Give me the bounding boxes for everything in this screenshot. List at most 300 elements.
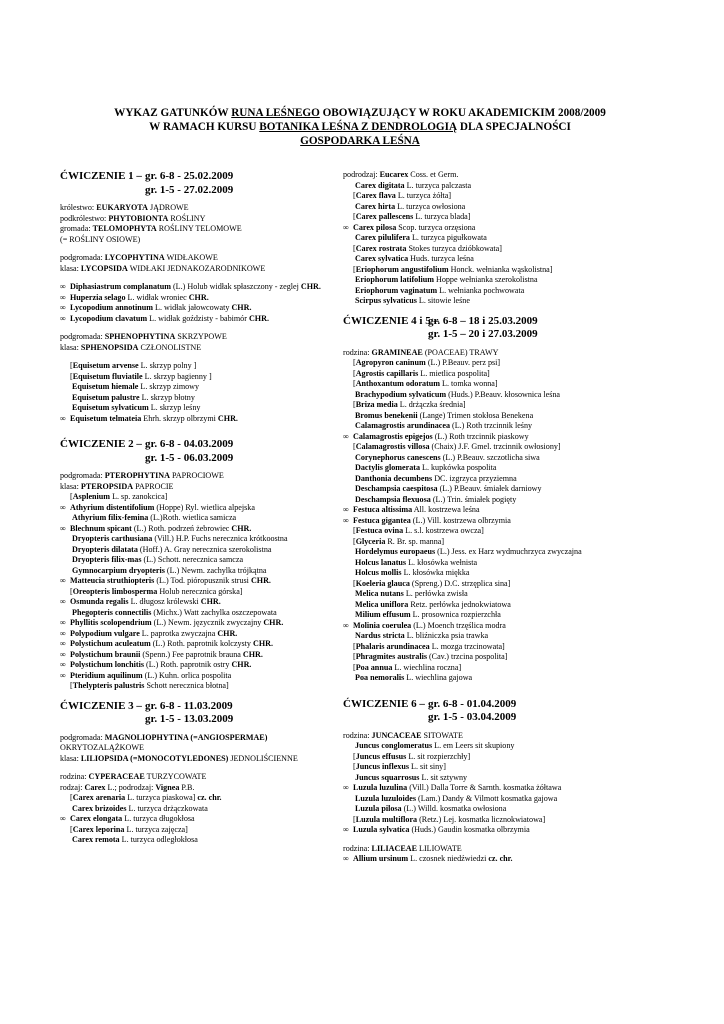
description: (Michx.) Watt zachylka oszczepowata — [151, 607, 277, 617]
taxon-name: EUKARYOTA — [96, 203, 148, 212]
species-entry — [343, 265, 665, 276]
description: (L.) Newm. zachylka trójkątna — [164, 565, 267, 575]
taxon-rank — [343, 348, 665, 359]
description: L. turzyca drżączkowata — [126, 803, 208, 813]
description: TURZYCOWATE — [144, 772, 207, 781]
description: Honck. wełnianka wąskolistna] — [448, 264, 553, 274]
species-entry — [343, 505, 665, 516]
species-entry — [60, 618, 338, 629]
species-entry — [343, 589, 665, 600]
protection-status: CHR. — [253, 639, 274, 648]
description: PAPROCIOWE — [169, 471, 224, 480]
description: L. turzyca pigułkowata — [409, 233, 487, 242]
species-name: Luzula multiflora — [355, 814, 418, 824]
species-entry — [60, 639, 338, 650]
species-entry — [343, 773, 665, 784]
protection-status: CHR. — [250, 576, 271, 585]
rank-label: rodzina: — [343, 843, 372, 853]
description: (L.) Trin. śmiałek pogięty — [430, 494, 517, 504]
protected-marker: ∞ — [343, 505, 349, 514]
taxon-rank — [60, 743, 338, 754]
protected-marker: ∞ — [343, 515, 349, 525]
species-entry — [60, 555, 338, 566]
protected-marker: ∞ — [60, 282, 66, 291]
rank-label: rodzaj: — [60, 782, 85, 792]
description: JĄDROWE — [147, 203, 189, 212]
species-entry — [60, 414, 338, 425]
species-entry — [60, 681, 338, 692]
species-entry — [343, 825, 665, 836]
description: (Spreng.) D.C. strzęplica sina] — [409, 578, 511, 588]
description: L. widłak wroniec — [125, 292, 189, 302]
taxon-rank — [60, 214, 338, 225]
description: L. skrzyp błotny — [139, 392, 195, 402]
species-name: Equisetum hiemale — [72, 382, 139, 391]
description: (L.) Kuhn. orlica pospolita — [142, 670, 232, 680]
species-name: Carex arenaria — [72, 793, 126, 802]
description: L. mozga trzcinowata] — [429, 641, 505, 651]
protected-marker: ∞ — [343, 620, 349, 630]
taxon-rank — [60, 253, 338, 264]
species-name: Equisetum arvense — [72, 361, 139, 370]
species-entry — [343, 369, 665, 380]
species-name: Melica nutans — [355, 589, 404, 598]
description: L. skrzyp polny ] — [138, 361, 197, 370]
section-date: gr. 6-8 - 01.04.2009 — [428, 697, 517, 710]
description: SITOWATE — [421, 730, 463, 740]
species-entry — [343, 212, 665, 223]
description: L. turzyca odległokłosa — [119, 835, 198, 844]
species-name: Athyrium filix-femina — [72, 513, 149, 522]
spacer — [60, 274, 338, 282]
species-entry — [343, 804, 665, 815]
description: (Huds.) Gaudin kosmatka olbrzymia — [409, 825, 530, 834]
species-entry — [60, 534, 338, 545]
protected-marker: ∞ — [60, 303, 66, 312]
description: L.; podrodzaj: — [105, 782, 156, 792]
species-entry — [343, 579, 665, 590]
section-heading — [60, 438, 338, 465]
species-entry — [60, 282, 338, 293]
species-entry — [60, 513, 338, 524]
species-name: Festuca ovina — [355, 526, 404, 535]
species-entry — [60, 587, 338, 598]
species-name: Asplenium — [72, 492, 111, 501]
description: L. widłak jałowcowaty — [153, 303, 232, 312]
species-name: Polystichum aculeatum — [70, 639, 151, 648]
species-entry — [343, 432, 665, 443]
description: (Vill.) H.P. Fuchs nerecznica krótkoostna — [152, 534, 288, 543]
rank-label: klasa: — [60, 481, 81, 491]
bracket: [ — [353, 662, 356, 672]
species-name: Eriophorum vaginatum — [355, 285, 438, 295]
species-entry — [343, 600, 665, 611]
taxon-rank — [60, 332, 338, 343]
taxon-rank — [60, 733, 338, 744]
species-entry — [60, 835, 338, 846]
species-name: Festuca gigantea — [353, 515, 411, 525]
bracket: [ — [353, 652, 356, 661]
description: L. kłosówka wełnista — [406, 557, 478, 567]
taxon-name: Carex — [84, 782, 106, 792]
taxon-name: LILIOPSIDA (=MONOCOTYLEDONES) — [80, 753, 229, 763]
taxon-rank — [60, 471, 338, 482]
description: L. skrzyp leśny — [148, 403, 201, 412]
description: L. paprotka zwyczajna — [139, 628, 218, 638]
description: L. turzyca zajęcza] — [124, 824, 188, 834]
species-name: Dryopteris carthusiana — [72, 534, 153, 543]
taxon-rank — [343, 844, 665, 855]
species-entry — [343, 453, 665, 464]
taxon-rank — [60, 754, 338, 765]
species-entry — [60, 492, 338, 503]
protected-marker: ∞ — [60, 576, 66, 585]
description: (Huds.) P.Beauv. kłosownica leśna — [446, 389, 561, 399]
section-date: gr. 1-5 - 13.03.2009 — [145, 713, 234, 725]
description: (L.) Roth. paprotnik ostry — [143, 660, 232, 669]
bracket: [ — [353, 212, 356, 221]
description: L. turzyca długokłosa — [122, 814, 195, 823]
protection-status: CHR. — [263, 618, 284, 627]
rank-label: rodzina: — [343, 730, 372, 740]
species-entry — [60, 524, 338, 535]
description: L. drżączka średnia] — [397, 400, 466, 409]
species-entry — [343, 673, 665, 684]
species-entry — [343, 854, 665, 865]
bracket: [ — [353, 578, 356, 588]
description: (Hoff.) A. Gray nerecznica szerokolistna — [137, 544, 272, 554]
taxon-name: PTEROPSIDA — [80, 481, 134, 491]
species-name: Equisetum fluviatile — [72, 371, 143, 381]
species-name: Calamagrostis epigejos — [353, 431, 433, 441]
description: L. turzyca blada] — [413, 212, 471, 221]
species-name: Osmunda regalis — [70, 597, 129, 606]
protected-marker: ∞ — [60, 292, 66, 302]
rank-label: rodzina: — [60, 772, 89, 781]
species-name: Carex remota — [72, 835, 120, 844]
description: (L.) Willd. kosmatka owłosiona — [401, 804, 507, 813]
species-name: Juncus inflexus — [355, 762, 410, 771]
species-entry — [60, 825, 338, 836]
description: (Vill.) Dalla Torre & Sarnth. kosmatka żółtawa — [407, 783, 562, 792]
species-name: Diphasiastrum complanatum — [70, 282, 171, 291]
spacer — [60, 324, 338, 332]
protection-status: CHR. — [231, 660, 252, 669]
species-name: Polystichum braunii — [70, 649, 141, 659]
taxon-rank — [343, 731, 665, 742]
description: (L.) Jess. ex Harz wydmuchrzyca zwyczajna — [435, 547, 582, 556]
protected-marker: ∞ — [343, 825, 349, 834]
bracket: [ — [70, 824, 73, 834]
protected-marker: ∞ — [60, 502, 66, 512]
species-entry — [343, 642, 665, 653]
species-name: Polypodium vulgare — [70, 628, 140, 638]
species-entry — [343, 526, 665, 537]
protection-status: CHR. — [200, 597, 221, 606]
taxon-name: PTEROPHYTINA — [104, 471, 170, 480]
species-entry — [60, 293, 338, 304]
species-name: Dryopteris filix-mas — [72, 555, 142, 564]
species-entry — [60, 793, 338, 804]
spacer — [60, 424, 338, 438]
species-name: Thelypteris palustris — [72, 681, 145, 690]
taxon-rank — [60, 203, 338, 214]
species-entry — [343, 621, 665, 632]
description: (L.) Vill. kostrzewa olbrzymia — [410, 515, 511, 525]
species-name: Oreopteris limbosperma — [72, 586, 158, 596]
taxon-name: SPHENOPHYTINA — [104, 332, 176, 341]
protection-status: CHR. — [242, 649, 263, 659]
protected-marker: ∞ — [60, 313, 66, 323]
spacer — [60, 764, 338, 772]
bracket: [ — [70, 793, 73, 802]
species-entry — [343, 254, 665, 265]
rank-label: podgromada: — [60, 471, 105, 480]
species-name: Juncus squarrosus — [355, 772, 420, 782]
protection-status: cz. chr. — [488, 854, 513, 863]
section-date: gr. 1-5 – 20 i 27.03.2009 — [428, 328, 538, 340]
bracket: [ — [70, 492, 73, 501]
species-entry — [343, 558, 665, 569]
species-entry — [343, 568, 665, 579]
description: (L.) P.Beauv. szczotlicha siwa — [440, 452, 540, 462]
description: L. wełnianka pochwowata — [437, 285, 525, 295]
species-entry — [343, 537, 665, 548]
species-entry — [343, 390, 665, 401]
species-name: Huperzia selago — [70, 292, 126, 302]
species-entry — [343, 547, 665, 558]
description: L. skrzyp bagienny ] — [142, 371, 212, 381]
species-entry — [343, 463, 665, 474]
rank-label: OKRYTOZALĄŻKOWE — [60, 743, 144, 752]
bracket: [ — [70, 681, 73, 690]
species-entry — [60, 650, 338, 661]
species-name: Eriophorum latifolium — [355, 275, 434, 284]
bracket: [ — [353, 379, 356, 388]
description: Stokes turzyca dzióbkowata] — [406, 243, 502, 253]
rank-label: królestwo: — [60, 203, 97, 212]
description: (Lam.) Dandy & Vilmott kosmatka gajowa — [415, 793, 558, 803]
taxon-rank — [60, 235, 338, 246]
description: L. turzyca piaskowa] — [125, 793, 198, 802]
species-name: Calamagrostis arundinacea — [355, 421, 450, 430]
species-entry — [343, 484, 665, 495]
description: WIDŁAKOWE — [164, 253, 218, 262]
species-name: Matteucia struthiopteris — [70, 576, 155, 585]
species-name: Carex elongata — [70, 814, 123, 823]
species-entry — [343, 815, 665, 826]
species-name: Juncus effusus — [355, 751, 407, 761]
species-name: Calamagrostis villosa — [355, 442, 430, 451]
species-entry — [60, 804, 338, 815]
species-name: Blechnum spicant — [70, 523, 132, 533]
description: (L.) P.Beauv. śmiałek darniowy — [437, 484, 542, 493]
description: (Spenn.) Fee paprotnik brauna — [140, 649, 243, 659]
description: L. skrzyp zimowy — [138, 382, 200, 391]
bracket: [ — [353, 264, 356, 274]
section-date: gr. 6-8 – 18 i 25.03.2009 — [428, 314, 538, 327]
species-name: Dactylis glomerata — [355, 463, 420, 472]
taxon-rank — [60, 783, 338, 794]
bracket: [ — [353, 400, 356, 409]
species-entry — [60, 545, 338, 556]
species-name: Athyrium distentifolium — [70, 502, 155, 512]
description: Hoppe wełnianka szerokolistna — [433, 275, 538, 284]
description: (L.) Tod. pióropusznik strusi — [154, 576, 251, 585]
spacer — [60, 353, 338, 361]
species-name: Carex brizoides — [72, 803, 127, 813]
protection-status: CHR. — [248, 313, 269, 323]
bracket: [ — [353, 442, 356, 451]
species-name: Luzula pilosa — [355, 804, 402, 813]
species-name: Allium ursinum — [353, 854, 409, 863]
species-entry — [343, 233, 665, 244]
species-entry — [343, 631, 665, 642]
bracket: [ — [353, 536, 356, 546]
species-entry — [60, 314, 338, 325]
rank-label: podrodzaj: — [343, 170, 380, 179]
species-name: Dryopteris dilatata — [72, 544, 138, 554]
description: (POACEAE) TRAWY — [422, 347, 499, 357]
species-name: Carex flava — [355, 191, 396, 200]
species-entry — [343, 752, 665, 763]
taxon-name: PHYTOBIONTA — [108, 213, 169, 223]
species-entry — [343, 495, 665, 506]
bracket: [ — [70, 361, 73, 370]
title-line-3: GOSPODARKA LEŚNA — [300, 135, 420, 147]
species-entry — [343, 663, 665, 674]
species-entry — [60, 597, 338, 608]
taxon-name: Eucarex — [379, 170, 409, 179]
species-name: Scirpus sylvaticus — [355, 296, 417, 305]
species-name: Lycopodium clavatum — [70, 313, 148, 323]
description: Retz. perłówka jednokwiatowa — [408, 599, 511, 609]
species-name: Equisetum telmateia — [70, 413, 142, 423]
species-name: Luzula luzulina — [353, 783, 408, 792]
section-date: gr. 6-8 - 11.03.2009 — [145, 699, 233, 712]
protection-status: Vignea — [155, 782, 180, 792]
description: P.B. — [179, 782, 195, 792]
description: L. prosownica rozpierzchła — [410, 610, 501, 619]
species-entry — [343, 762, 665, 773]
species-name: Koeleria glauca — [355, 578, 410, 588]
species-entry — [343, 379, 665, 390]
bracket: [ — [353, 641, 356, 651]
description: L. sit sztywny — [419, 772, 468, 782]
section-date: gr. 1-5 - 03.04.2009 — [428, 711, 517, 723]
section-heading-row — [60, 700, 338, 714]
description: Coss. et Germ. — [408, 170, 459, 179]
bracket: [ — [353, 243, 356, 253]
section-heading: ĆWICZENIE 1 – gr. 6-8 - 25.02.2009 gr. 1-5 - 27.02.2009 — [60, 170, 234, 196]
section-heading-row — [343, 698, 665, 712]
species-name: Festuca altissima — [353, 505, 413, 514]
spacer — [60, 245, 338, 253]
description: Schott nerecznica błotna] — [144, 681, 229, 690]
description: L. turzyca żółta] — [395, 191, 452, 200]
species-name: Phragmites australis — [355, 652, 427, 661]
rank-label: klasa: — [60, 753, 81, 763]
description: L. wiechlina gajowa — [404, 673, 473, 682]
description: WIDŁAKI JEDNAKOZARODNIKOWE — [127, 263, 266, 273]
species-name: Agropyron caninum — [355, 358, 426, 367]
species-name: Corynephorus canescens — [355, 452, 441, 462]
species-name: Luzula luzuloides — [355, 793, 416, 803]
section-title: ĆWICZENIE 3 – — [60, 699, 142, 712]
species-name: Nardus stricta — [355, 631, 405, 640]
rank-label: klasa: — [60, 342, 81, 352]
protected-marker: ∞ — [343, 222, 349, 232]
bracket: [ — [70, 371, 73, 381]
taxon-name: LILIACEAE — [371, 843, 417, 853]
species-entry — [343, 794, 665, 805]
description: (L.) P.Beauv. perz psi] — [425, 358, 501, 367]
species-name: Melica uniflora — [355, 599, 409, 609]
species-name: Agrostis capillaris — [355, 368, 419, 378]
description: L. perłówka zwisła — [403, 589, 468, 598]
species-name: Holcus mollis — [355, 568, 402, 577]
bracket: [ — [70, 586, 73, 596]
protected-marker: ∞ — [60, 814, 66, 823]
species-name: Carex sylvatica — [355, 254, 409, 263]
protected-marker: ∞ — [60, 597, 66, 606]
description: PAPROCIE — [133, 481, 174, 491]
taxon-name: MAGNOLIOPHYTINA (=ANGIOSPERMAE) — [104, 732, 268, 742]
species-name: Carex leporina — [72, 824, 125, 834]
taxon-rank — [60, 772, 338, 783]
description: (L.) Roth. paprotnik kolczysty — [150, 639, 253, 648]
species-name: Equisetum sylvaticum — [72, 403, 149, 412]
species-entry — [60, 393, 338, 404]
protected-marker: ∞ — [60, 413, 66, 423]
description: L. turzyca palczasta — [404, 180, 472, 190]
section-title: ĆWICZENIE 6 – — [343, 697, 425, 710]
description: L. bliźniczka psia trawka — [404, 631, 489, 640]
species-entry — [343, 411, 665, 422]
description: L. sitowie leśne — [416, 296, 470, 305]
description: (L.) Roth trzcinnik piaskowy — [432, 431, 529, 441]
species-name: Equisetum palustre — [72, 392, 140, 402]
species-entry — [60, 671, 338, 682]
species-entry — [343, 741, 665, 752]
description: ROŚLINY — [168, 213, 206, 223]
species-name: Brachypodium sylvaticum — [355, 389, 447, 399]
species-entry — [60, 566, 338, 577]
species-entry — [343, 358, 665, 369]
species-entry — [60, 382, 338, 393]
species-name: Phegopteris connectilis — [72, 607, 152, 617]
taxon-name: GRAMINEAE — [371, 347, 423, 357]
description: (L.)Roth. wietlica samicza — [148, 513, 237, 522]
species-name: Molinia coerulea — [353, 620, 412, 630]
species-entry — [343, 296, 665, 307]
species-entry — [343, 400, 665, 411]
description: L. kupkówka pospolita — [420, 463, 497, 472]
description: Scop. turzyca orzęsiona — [396, 222, 476, 232]
species-entry — [343, 223, 665, 234]
protection-status: CHR. — [217, 413, 238, 423]
species-name: Carex pallescens — [355, 212, 414, 221]
species-name: Lycopodium annotinum — [70, 303, 153, 312]
species-entry — [60, 629, 338, 640]
protected-marker: ∞ — [60, 660, 66, 669]
bracket: [ — [353, 762, 356, 771]
description: DC. izgrzyca przyziemna — [432, 473, 517, 483]
bracket: [ — [353, 368, 356, 378]
species-entry — [60, 403, 338, 414]
title-line-1: WYKAZ GATUNKÓW RUNA LEŚNEGO OBOWIĄZUJĄCY W ROKU AKADEMICKIM 2008/2009 — [114, 107, 606, 119]
protection-status: CHR. — [231, 303, 252, 312]
